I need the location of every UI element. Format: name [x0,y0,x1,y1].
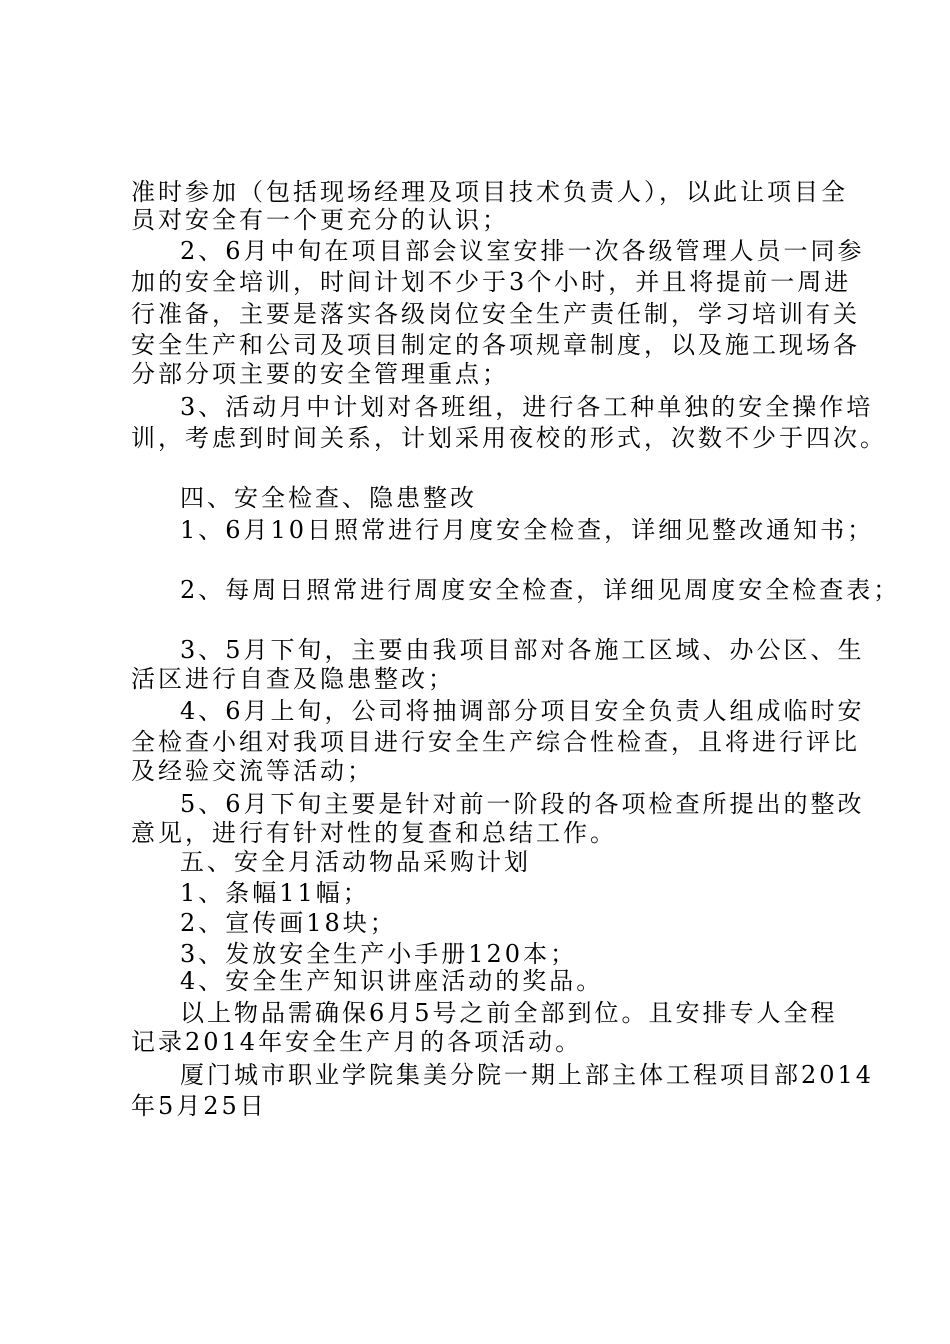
text-line-16: 全检查小组对我项目进行安全生产综合性检查，且将进行评比 [131,728,860,756]
text-line-24: 4、安全生产知识讲座活动的奖品。 [180,967,604,995]
text-line-17: 及经验交流等活动； [131,757,374,785]
text-line-15: 4、6月上旬，公司将抽调部分项目安全负责人组成临时安 [180,697,865,725]
text-line-28: 年5月25日 [131,1092,267,1120]
text-line-12: 2、每周日照常进行周度安全检查，详细见周度安全检查表； [180,576,901,604]
text-line-2: 员对安全有一个更充分的认识； [131,206,509,234]
text-line-11: 1、6月10日照常进行月度安全检查，详细见整改通知书； [180,516,875,544]
text-line-22: 2、宣传画18块； [180,909,397,937]
text-line-18: 5、6月下旬主要是针对前一阶段的各项检查所提出的整改 [180,790,865,818]
section-heading-5: 五、安全月活动物品采购计划 [180,848,531,876]
section-heading-4: 四、安全检查、隐患整改 [180,484,477,512]
text-line-3: 2、6月中旬在项目部会议室安排一次各级管理人员一同参 [180,237,865,265]
text-line-26: 记录2014年安全生产月的各项活动。 [131,1028,583,1056]
text-line-4: 加的安全培训，时间计划不少于3个小时，并且将提前一周进 [131,268,852,296]
text-line-1: 准时参加（包括现场经理及项目技术负责人），以此让项目全 [131,178,848,206]
text-line-8: 3、活动月中计划对各班组，进行各工种单独的安全操作培 [180,393,874,421]
text-line-27: 厦门城市职业学院集美分院一期上部主体工程项目部2014 [180,1061,875,1089]
text-line-23: 3、发放安全生产小手册120本； [180,940,578,968]
text-line-25: 以上物品需确保6月5号之前全部到位。且安排专人全程 [180,999,838,1027]
text-line-9: 训，考虑到时间关系，计划采用夜校的形式，次数不少于四次。 [131,424,887,452]
text-line-6: 安全生产和公司及项目制定的各项规章制度，以及施工现场各 [131,331,860,359]
text-line-5: 行准备，主要是落实各级岗位安全生产责任制，学习培训有关 [131,300,860,328]
text-line-7: 分部分项主要的安全管理重点； [131,360,509,388]
text-line-19: 意见，进行有针对性的复查和总结工作。 [131,819,617,847]
text-line-21: 1、条幅11幅； [180,879,370,907]
text-line-13: 3、5月下旬，主要由我项目部对各施工区域、办公区、生 [180,636,865,664]
text-line-14: 活区进行自查及隐患整改； [131,665,455,693]
